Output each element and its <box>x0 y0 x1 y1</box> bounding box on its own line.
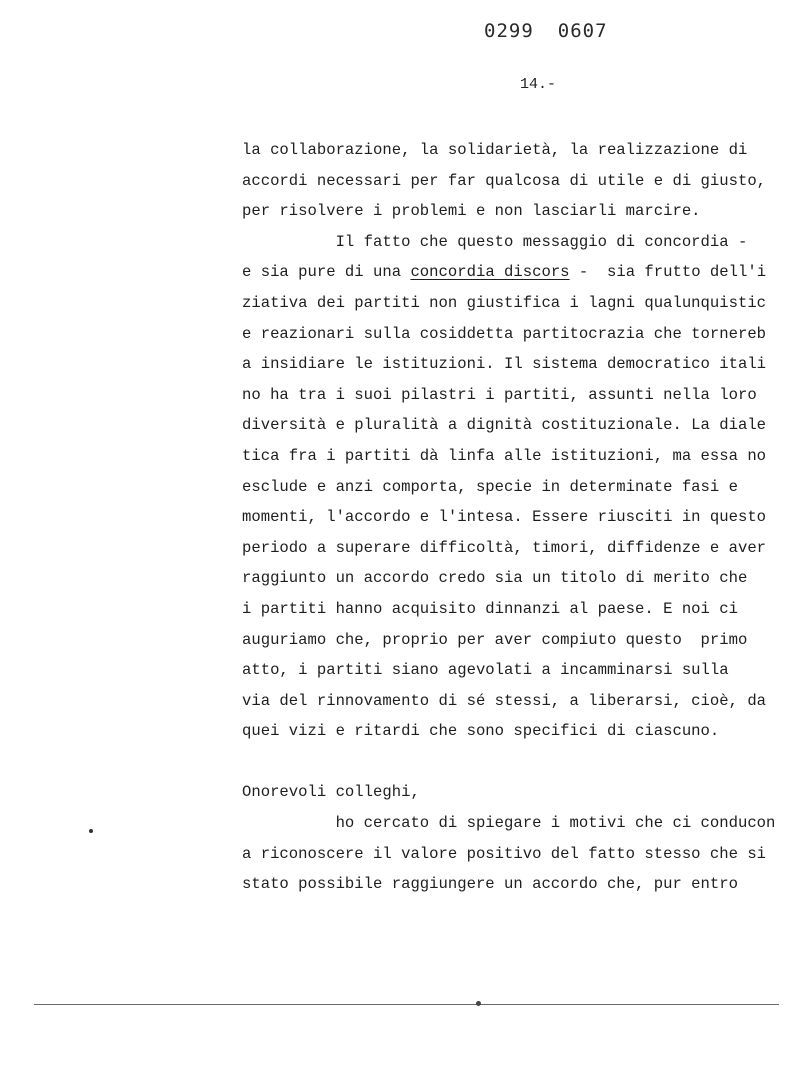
text-line: quei vizi e ritardi che sono specifici di ciascuno. <box>242 722 720 741</box>
text-line: a insidiare le istituzioni. Il sistema democratico itali <box>242 355 767 374</box>
page-number: 14.- <box>520 76 557 93</box>
bottom-rule-line <box>34 1004 779 1005</box>
text-line: diversità e pluralità a dignità costituzionale. La diale <box>242 416 767 435</box>
text-line-with-underline <box>242 257 772 288</box>
text-line: via del rinnovamento di sé stessi, a liberarsi, cioè, da <box>242 691 767 710</box>
text-line: raggiunto un accordo credo sia un titolo di merito che <box>242 569 748 588</box>
stamp-number-b: 0607 <box>557 20 608 42</box>
text-line: esclude e anzi comporta, specie in determinate fasi e <box>242 477 738 496</box>
text-line: stato possibile raggiungere un accordo che, pur entro <box>242 875 738 894</box>
stamp-number-a: 0299 <box>484 20 534 42</box>
text-line: Il fatto che questo messaggio di concordia - <box>242 232 748 251</box>
text-line: tica fra i partiti dà linfa alle istituzioni, ma essa no <box>242 446 767 465</box>
text-line: ho cercato di spiegare i motivi che ci conducon <box>242 814 776 833</box>
text-line: ziativa dei partiti non giustifica i lagni qualunquistic <box>242 293 767 312</box>
text-line: e reazionari sulla cosiddetta partitocrazia che tornereb <box>242 324 767 343</box>
text-line: momenti, l'accordo e l'intesa. Essere riusciti in questo <box>242 508 767 527</box>
document-stamp-number <box>484 20 608 42</box>
text-line: atto, i partiti siano agevolati a incamminarsi sulla <box>242 661 729 680</box>
text-line: per risolvere i problemi e non lasciarli marcire. <box>242 202 701 221</box>
margin-ink-mark <box>89 829 93 833</box>
text-line: accordi necessari per far qualcosa di utile e di giusto, <box>242 171 767 190</box>
underlined-phrase: concordia discors <box>410 263 570 282</box>
document-body <box>242 135 776 900</box>
rule-dot-mark <box>476 1001 481 1006</box>
paragraph-spacer <box>242 747 772 778</box>
text-line: no ha tra i suoi pilastri i partiti, assunti nella loro <box>242 385 757 404</box>
text-fragment: e sia pure di una <box>242 263 411 282</box>
text-line: periodo a superare difficoltà, timori, diffidenze e aver <box>242 538 767 557</box>
salutation: Onorevoli colleghi, <box>242 783 420 802</box>
text-line: auguriamo che, proprio per aver compiuto questo primo <box>242 630 748 649</box>
text-fragment: - sia frutto dell'i <box>569 263 767 282</box>
text-line: la collaborazione, la solidarietà, la realizzazione di <box>242 141 748 159</box>
text-line: a riconoscere il valore positivo del fatto stesso che si <box>242 844 767 863</box>
text-line: i partiti hanno acquisito dinnanzi al paese. E noi ci <box>242 599 738 618</box>
